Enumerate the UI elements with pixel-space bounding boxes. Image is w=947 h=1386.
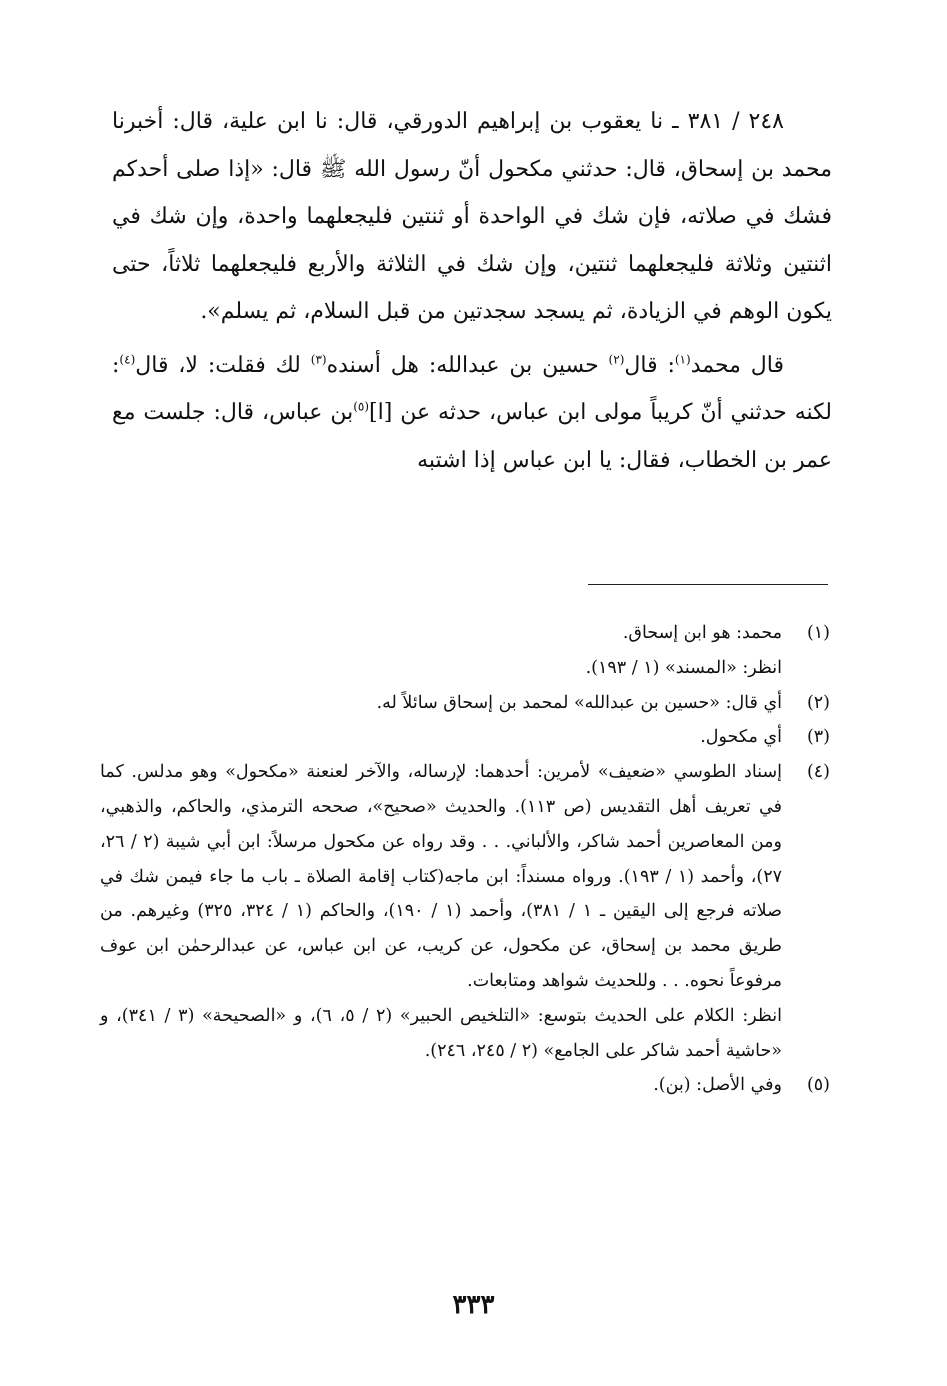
footnote-text: محمد: هو ابن إسحاق. — [622, 623, 782, 643]
footnotes — [100, 616, 830, 1103]
footnote-5 — [100, 1068, 830, 1103]
text-run: : لكنه حدثني أنّ كريباً مولى ابن عباس، حدثه عن [ا] — [112, 352, 832, 425]
footnote-ref-3: (٣) — [310, 352, 327, 367]
text-run: حسين بن عبدالله: هل أسنده — [326, 352, 609, 378]
commentary-paragraph — [112, 342, 832, 485]
text-run: بن عباس، قال: جلست مع عمر بن الخطاب، فقال: يا ابن عباس إذا اشتبه — [112, 400, 832, 473]
footnote-text: أي مكحول. — [700, 727, 782, 748]
footnote-separator — [588, 584, 828, 585]
text-run: قال محمد — [690, 352, 785, 378]
footnote-ref-2: (٢) — [608, 352, 625, 367]
main-text — [112, 98, 832, 484]
footnote-ref-5: (٥) — [353, 399, 370, 414]
footnote-1 — [100, 616, 830, 686]
footnote-2 — [100, 686, 830, 721]
footnote-3 — [100, 720, 830, 755]
footnote-text: أي قال: «حسين بن عبدالله» لمحمد بن إسحاق سائلاً له. — [376, 692, 782, 713]
footnote-number: (١) — [806, 623, 830, 643]
text-run: : قال — [624, 352, 675, 378]
footnote-text: انظر: «المسند» (١ / ١٩٣). — [585, 657, 782, 678]
hadith-paragraph: ٢٤٨ / ٣٨١ ـ نا يعقوب بن إبراهيم الدورقي، قال: نا ابن علية، قال: أخبرنا محمد بن إسحاق، قال: حدثني مكحول أنّ رسول الله ﷺ قال: «إذا صلى أحدكم فشك في صلاته، فإن شك في الواحدة أو ثنتين فليجعلهما واحدة، وإن شك في اثنتين وثلاثة فليجعلهما ثنتين، وإن شك في الثلاثة والأربع فليجعلهما ثلاثاً، حتى يكون الوهم في الزيادة، ثم يسجد سجدتين من قبل السلام، ثم يسلم». — [112, 109, 832, 324]
footnote-number: (٤) — [806, 762, 830, 783]
text-run: لك فقلت: لا، قال — [135, 352, 311, 378]
footnote-ref-1: (١) — [674, 352, 691, 367]
footnote-text: انظر: الكلام على الحديث بتوسع: «التلخيص الحبير» (٢ / ٥، ٦)، و «الصحيحة» (٣ / ٣٤١)، و «حاشية أحمد شاكر على الجامع» (٢ / ٢٤٥، ٢٤٦). — [100, 1005, 782, 1061]
footnote-ref-4: (٤) — [119, 352, 136, 367]
footnote-number: (٢) — [806, 692, 830, 713]
footnote-4 — [100, 755, 830, 1068]
page-number: ٣٣٣ — [452, 1290, 495, 1320]
footnote-number: (٥) — [806, 1075, 830, 1096]
footnote-text: إسناد الطوسي «ضعيف» لأمرين: أحدهما: لإرساله، والآخر لعنعنة «مكحول» وهو مدلس. كما في تعريف أهل التقديس (ص ١١٣). والحديث «صحيح»، صححه الترمذي، والحاكم، والذهبي، ومن المعاصرين أحمد شاكر، والألباني. . . وقد رواه عن مكحول مرسلاً: ابن أبي شيبة (٢ / ٢٦، ٢٧)، وأحمد (١ / ١٩٣). ورواه مسنداً: ابن ماجه(كتاب إقامة الصلاة ـ باب ما جاء فيمن شك في صلاته فرجع إلى اليقين ـ ١ / ٣٨١)، وأحمد (١ / ١٩٠)، والحاكم (١ / ٣٢٤، ٣٢٥) وغيرهم. من طريق محمد بن إسحاق، عن مكحول، عن كريب، عن ابن عباس، عن عبدالرحمٰن ابن عوف مرفوعاً نحوه. . . وللحديث شواهد ومتابعات. — [100, 762, 783, 991]
footnote-number: (٣) — [806, 727, 830, 748]
footnote-text: وفي الأصل: (بن). — [653, 1075, 782, 1096]
